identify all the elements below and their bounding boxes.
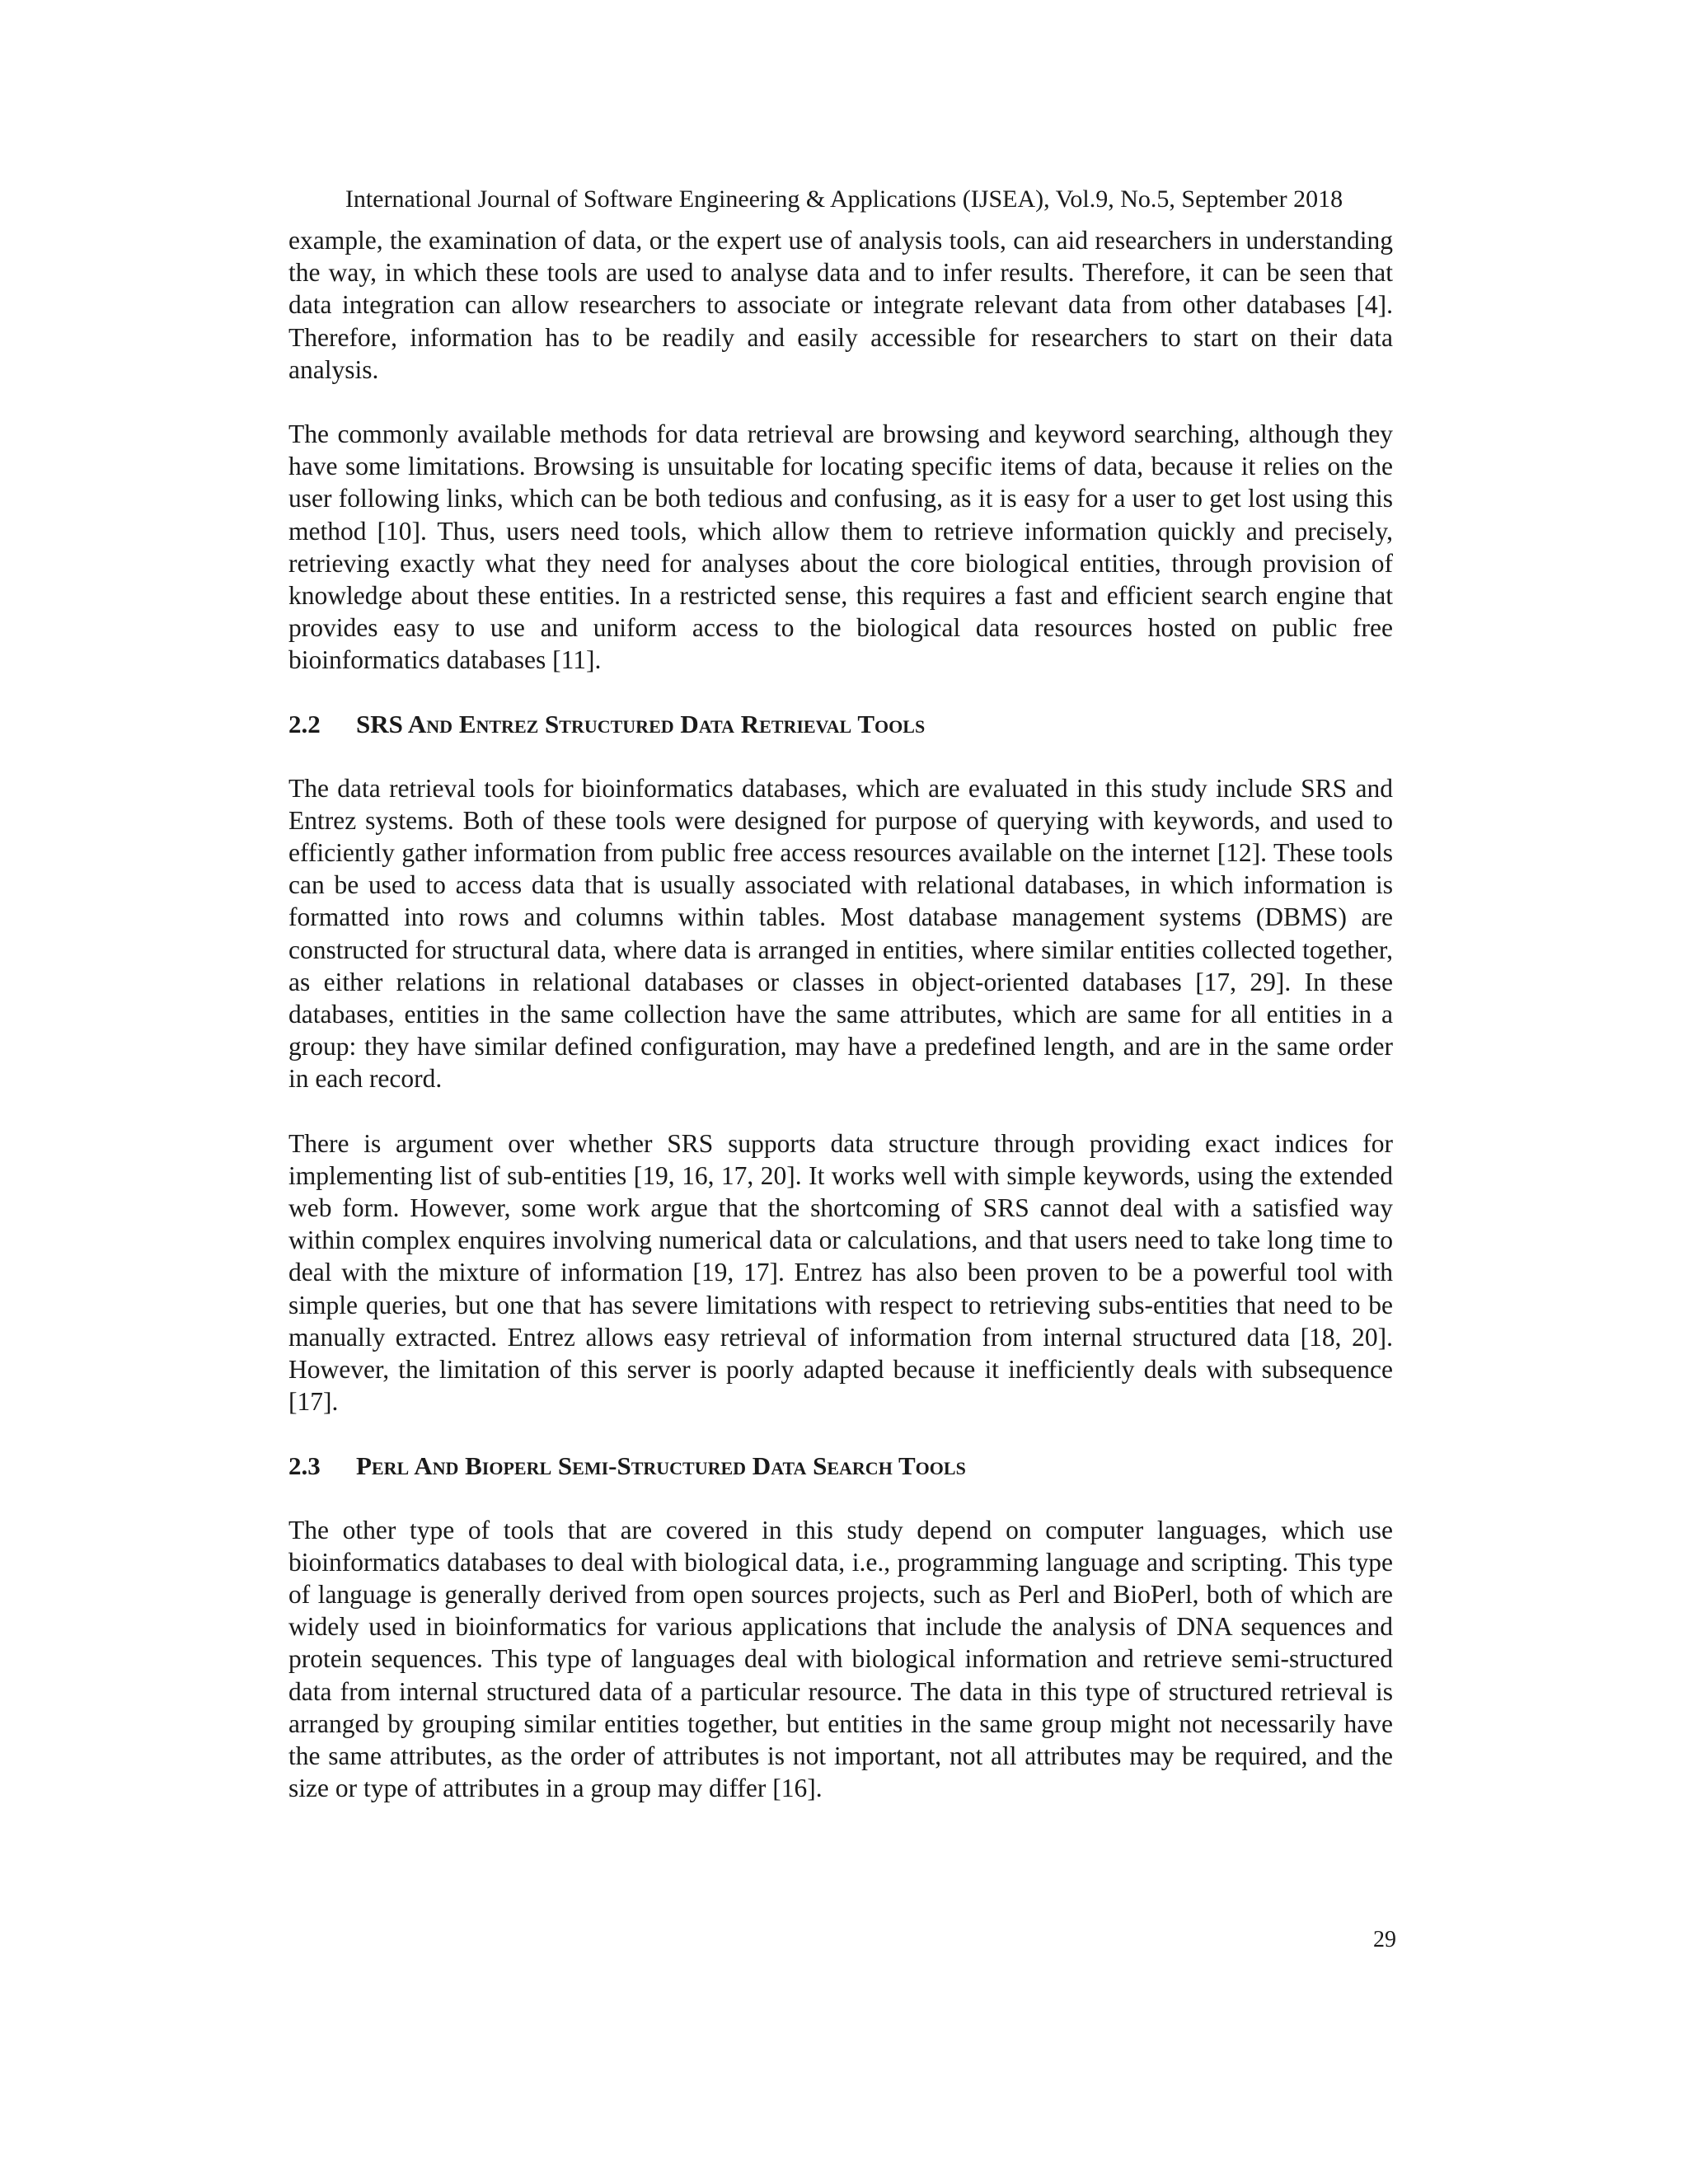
body-paragraph-4: There is argument over whether SRS supports data structure through providing exact indices for implementing list of sub-entities [19, 16, 17, 20]. It works well with simple keywords, using the extended web form. However, some work argue that the shortcoming of SRS cannot deal with a satisfied way within complex enquires involving numerical data or calculations, and that users need to take long time to deal with the mixture of information [19, 17]. Entrez has also been proven to be a powerful tool with simple queries, but one that has severe limitations with respect to retrieving subs-entities that need to be manually extracted. Entrez allows easy retrieval of information from internal structured data [18, 20]. However, the limitation of this server is poorly adapted because it inefficiently deals with subsequence [17]. [288,1128,1393,1417]
body-paragraph-5: The other type of tools that are covered in this study depend on computer languages, which use bioinformatics databases to deal with biological data, i.e., programming language and scripting. This type of language is generally derived from open sources projects, such as Perl and BioPerl, both of which are widely used in bioinformatics for various applications that include the analysis of DNA sequences and protein sequences. This type of languages deal with biological information and retrieve semi-structured data from internal structured data of a particular resource. The data in this type of structured retrieval is arranged by grouping similar entities together, but entities in the same group might not necessarily have the same attributes, as the order of attributes is not important, not all attributes may be required, and the size or type of attributes in a group may differ [16]. [288,1515,1393,1803]
section-heading-2-3 [288,1450,1393,1483]
section-title: SRS And Entrez Structured Data Retrieval Tools [356,709,926,738]
page-number: 29 [1373,1927,1396,1952]
body-paragraph-2: The commonly available methods for data retrieval are browsing and keyword searching, although they have some limitations. Browsing is unsuitable for locating specific items of data, because it relies on the user following links, which can be both tedious and confusing, as it is easy for a user to get lost using this method [10]. Thus, users need tools, which allow them to retrieve information quickly and precisely, retrieving exactly what they need for analyses about the core biological entities, through provision of knowledge about these entities. In a restricted sense, this requires a fast and efficient search engine that provides easy to use and uniform access to the biological data resources hosted on public free bioinformatics databases [11]. [288,419,1393,675]
body-paragraph-3: The data retrieval tools for bioinformatics databases, which are evaluated in this study include SRS and Entrez systems. Both of these tools were designed for purpose of querying with keywords, and used to efficiently gather information from public free access resources available on the internet [12]. These tools can be used to access data that is usually associated with relational databases, in which information is formatted into rows and columns within tables. Most database management systems (DBMS) are constructed for structural data, where data is arranged in entities, where similar entities collected together, as either relations in relational databases or classes in object-oriented databases [17, 29]. In these databases, entities in the same collection have the same attributes, which are same for all entities in a group: they have similar defined configuration, may have a predefined length, and are in the same order in each record. [288,773,1393,1094]
section-heading-2-2 [288,708,1393,741]
section-title: Perl And Bioperl Semi-Structured Data Search Tools [356,1451,966,1480]
page-body [288,224,1393,1804]
journal-header: International Journal of Software Engineering & Applications (IJSEA), Vol.9, No.5, September 2018 [345,185,1343,213]
section-number: 2.3 [288,1451,321,1480]
body-paragraph-1: example, the examination of data, or the expert use of analysis tools, can aid researchers in understanding the way, in which these tools are used to analyse data and to infer results. Therefore, it can be seen that data integration can allow researchers to associate or integrate relevant data from other databases [4]. Therefore, information has to be readily and easily accessible for researchers to start on their data analysis. [288,226,1393,384]
section-number: 2.2 [288,709,321,738]
